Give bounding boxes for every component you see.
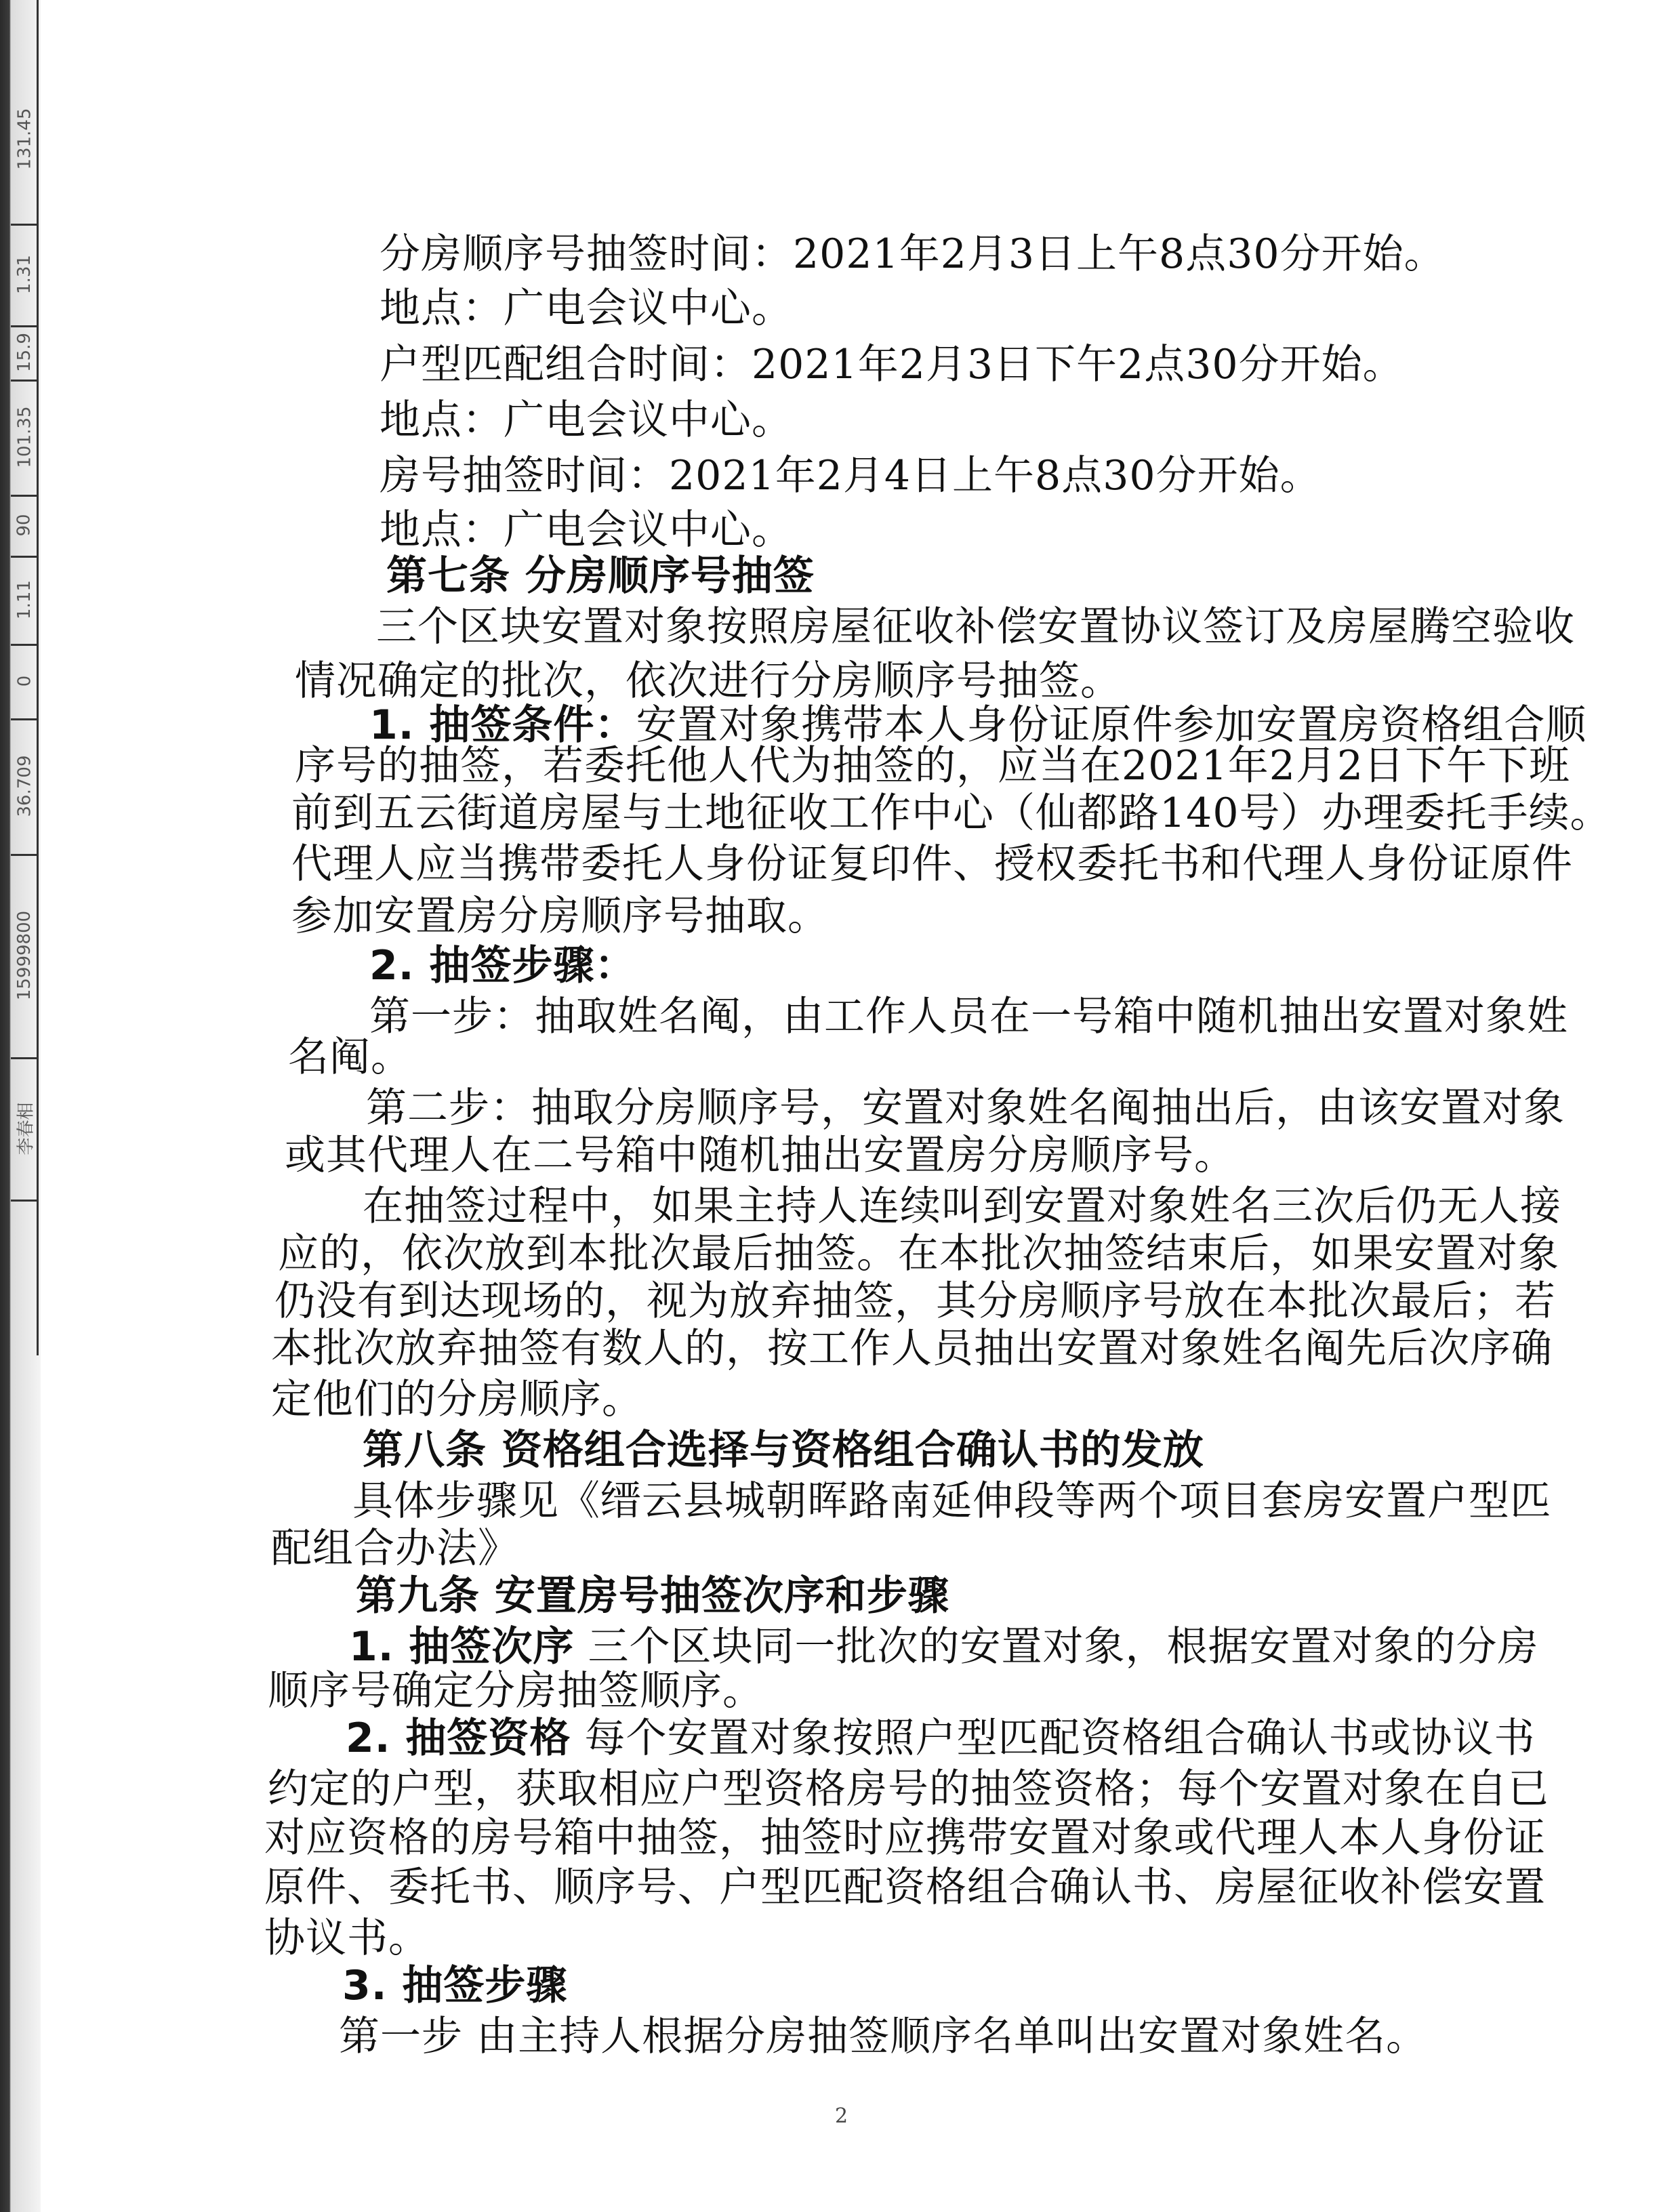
margin-text: 101.35 [14, 406, 35, 468]
text-line: 具体步骤见《缙云县城朝晖路南延伸段等两个项目套房安置户型匹 [352, 1477, 1551, 1525]
text-line: 第一步 由主持人根据分房抽签顺序名单叫出安置对象姓名。 [339, 2013, 1428, 2060]
margin-text: 90 [14, 514, 35, 537]
text-line: 分房顺序号抽签时间：2021年2月3日上午8点30分开始。 [380, 230, 1446, 278]
text-line: 定他们的分房顺序。 [271, 1376, 643, 1423]
text-line [369, 942, 636, 989]
clause-label: 3. 抽签步骤 [342, 1962, 568, 2009]
clause-text: 每个安置对象按照户型匹配资格组合确认书或协议书 [571, 1715, 1536, 1762]
text-line: 参加安置房分房顺序号抽取。 [291, 893, 829, 940]
text-line: 地点：广电会议中心。 [380, 506, 793, 554]
text-line [369, 701, 1587, 749]
margin-text: 0 [14, 675, 35, 687]
clause-label: 1. 抽签次序 [349, 1623, 575, 1671]
text-line: 地点：广电会议中心。 [380, 396, 793, 444]
text-line: 第一步：抽取姓名阄，由工作人员在一号箱中随机抽出安置对象姓 [369, 993, 1568, 1040]
margin-text: 1.31 [14, 255, 35, 294]
margin-text: 131.45 [14, 108, 35, 170]
text-line: 代理人应当携带委托人身份证复印件、授权委托书和代理人身份证原件 [291, 840, 1573, 888]
page-number: 2 [835, 2104, 848, 2128]
text-line: 或其代理人在二号箱中随机抽出安置房分房顺序号。 [285, 1132, 1235, 1179]
section-heading: 第八条 资格组合选择与资格组合确认书的发放 [363, 1427, 1204, 1474]
text-line: 协议书。 [264, 1914, 430, 1962]
text-line: 房号抽签时间：2021年2月4日上午8点30分开始。 [380, 452, 1322, 499]
text-line: 名阄。 [288, 1033, 412, 1081]
clause-label: 2. 抽签资格 [346, 1715, 571, 1762]
margin-text: 李春相 [16, 1101, 37, 1155]
text-line [349, 1623, 1539, 1671]
text-line: 户型匹配组合时间：2021年2月3日下午2点30分开始。 [380, 341, 1404, 388]
text-line [342, 1962, 568, 2009]
clause-label: 2. 抽签步骤： [369, 942, 636, 989]
margin-text: 1.11 [14, 580, 35, 619]
text-line: 应的，依次放到本批次最后抽签。在本批次抽签结束后，如果安置对象 [278, 1230, 1559, 1277]
text-line: 前到五云街道房屋与土地征收工作中心（仙都路140号）办理委托手续。 [291, 790, 1612, 837]
margin-text: 15999800 [14, 910, 35, 1001]
clause-text: 安置对象携带本人身份证原件参加安置房资格组合顺 [636, 701, 1587, 749]
text-line: 地点：广电会议中心。 [380, 285, 793, 332]
section-heading: 第七条 分房顺序号抽签 [386, 552, 815, 600]
text-line: 序号的抽签，若委托他人代为抽签的，应当在2021年2月2日下午下班 [295, 742, 1571, 790]
margin-text: 36.709 [14, 755, 35, 817]
text-line: 对应资格的房号箱中抽签，抽签时应携带安置对象或代理人本人身份证 [264, 1814, 1546, 1862]
text-line: 在抽签过程中，如果主持人连续叫到安置对象姓名三次后仍无人接 [363, 1183, 1561, 1230]
text-line: 情况确定的批次，依次进行分房顺序号抽签。 [295, 657, 1122, 705]
clause-label: 1. 抽签条件： [369, 701, 636, 749]
text-line [346, 1715, 1536, 1762]
text-line: 仍没有到达现场的，视为放弃抽签，其分房顺序号放在本批次最后；若 [274, 1277, 1556, 1325]
text-line: 原件、委托书、顺序号、户型匹配资格组合确认书、房屋征收补偿安置 [264, 1864, 1546, 1911]
text-line: 本批次放弃抽签有数人的，按工作人员抽出安置对象姓名阄先后次序确 [271, 1325, 1553, 1372]
text-line: 配组合办法》 [271, 1525, 519, 1572]
text-line: 约定的户型，获取相应户型资格房号的抽签资格；每个安置对象在自已 [268, 1765, 1549, 1813]
margin-text: 15.9 [14, 333, 35, 372]
section-heading: 第九条 安置房号抽签次序和步骤 [356, 1572, 949, 1620]
text-line: 顺序号确定分房抽签顺序。 [268, 1667, 764, 1715]
text-line: 第二步：抽取分房顺序号，安置对象姓名阄抽出后，由该安置对象 [366, 1084, 1565, 1132]
text-line: 三个区块安置对象按照房屋征收补偿安置协议签订及房屋腾空验收 [376, 603, 1575, 651]
clause-text: 三个区块同一批次的安置对象，根据安置对象的分房 [574, 1623, 1539, 1671]
